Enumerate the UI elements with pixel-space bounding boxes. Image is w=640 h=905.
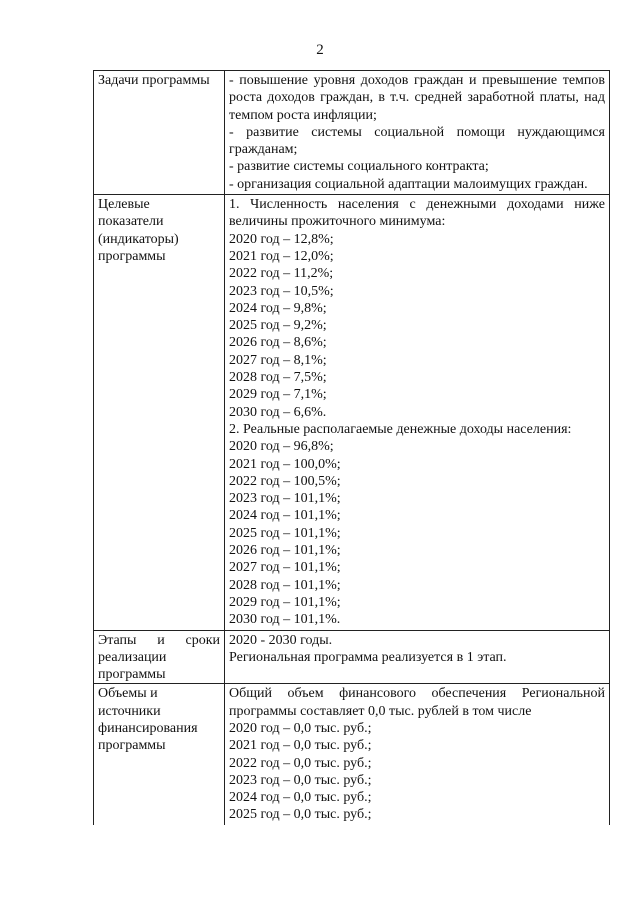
indicator-1-title: 1. Численность населения с денежными доходами ниже величины прожиточного минимума: (229, 197, 605, 230)
list-item: - развитие системы социальной помощи нуждающимся гражданам; (229, 124, 605, 158)
label-line: Целевые (98, 197, 150, 213)
indicator-value: 2028 год – 7,5%; (229, 370, 327, 386)
indicator-2-title: 2. Реальные располагаемые денежные доходы населения: (229, 421, 572, 437)
indicator-value: 2021 год – 100,0%; (229, 456, 341, 472)
funding-intro: Общий объем финансового обеспечения Региональной программы составляет 0,0 тыс. рублей в том числе (229, 686, 605, 719)
list-item: - повышение уровня доходов граждан и превышение темпов роста доходов граждан, в т.ч. средней заработной платы, над темпом роста инфляции; (229, 73, 605, 123)
table-row (94, 195, 610, 630)
funding-label (94, 684, 225, 825)
label-line: Этапы и сроки (98, 632, 220, 648)
label-line: программы (98, 738, 166, 754)
indicator-value: 2028 год – 101,1%; (229, 577, 341, 593)
indicator-value: 2024 год – 101,1%; (229, 508, 341, 524)
indicator-value: 2029 год – 7,1%; (229, 387, 327, 403)
tasks-cell (225, 71, 610, 195)
indicator-value: 2027 год – 101,1%; (229, 560, 341, 576)
indicator-value: 2023 год – 10,5%; (229, 283, 334, 299)
tasks-label: Задачи программы (94, 71, 225, 195)
page-number: 2 (316, 42, 324, 58)
funding-value: 2021 год – 0,0 тыс. руб.; (229, 738, 372, 754)
label-line: финансирования (98, 720, 198, 736)
stages-note: Региональная программа реализуется в 1 этап. (229, 649, 507, 665)
indicator-value: 2023 год – 101,1%; (229, 491, 341, 507)
label-line: источники (98, 703, 161, 719)
funding-value: 2020 год – 0,0 тыс. руб.; (229, 720, 372, 736)
label-line: (индикаторы) (98, 231, 179, 247)
list-item: - организация социальной адаптации малоимущих граждан. (229, 176, 588, 192)
program-passport-table (93, 70, 610, 825)
label-line: Объемы и (98, 686, 158, 702)
table-row (94, 630, 610, 684)
indicator-value: 2021 год – 12,0%; (229, 248, 334, 264)
indicator-value: 2030 год – 6,6%. (229, 404, 327, 420)
funding-value: 2024 год – 0,0 тыс. руб.; (229, 790, 372, 806)
indicator-value: 2022 год – 100,5%; (229, 473, 341, 489)
indicator-value: 2020 год – 12,8%; (229, 231, 334, 247)
indicators-label (94, 195, 225, 630)
indicator-value: 2026 год – 101,1%; (229, 543, 341, 559)
stages-period: 2020 - 2030 годы. (229, 632, 333, 648)
indicator-value: 2020 год – 96,8%; (229, 439, 334, 455)
indicator-value: 2025 год – 9,2%; (229, 318, 327, 334)
indicator-value: 2030 год – 101,1%. (229, 612, 341, 628)
table-row (94, 684, 610, 825)
indicators-cell (225, 195, 610, 630)
indicator-value: 2027 год – 8,1%; (229, 352, 327, 368)
indicator-value: 2022 год – 11,2%; (229, 266, 334, 282)
label-line: показатели (98, 214, 164, 230)
label-line: программы (98, 667, 166, 683)
funding-value: 2022 год – 0,0 тыс. руб.; (229, 755, 372, 771)
stages-label (94, 630, 225, 684)
list-item: - развитие системы социального контракта; (229, 159, 489, 175)
indicator-value: 2025 год – 101,1%; (229, 525, 341, 541)
label-line: реализации (98, 649, 167, 665)
indicator-value: 2026 год – 8,6%; (229, 335, 327, 351)
label-line: программы (98, 248, 166, 264)
indicator-value: 2024 год – 9,8%; (229, 300, 327, 316)
stages-cell (225, 630, 610, 684)
table-row (94, 71, 610, 195)
funding-value: 2025 год – 0,0 тыс. руб.; (229, 807, 372, 823)
funding-cell (225, 684, 610, 825)
funding-value: 2023 год – 0,0 тыс. руб.; (229, 772, 372, 788)
indicator-value: 2029 год – 101,1%; (229, 594, 341, 610)
